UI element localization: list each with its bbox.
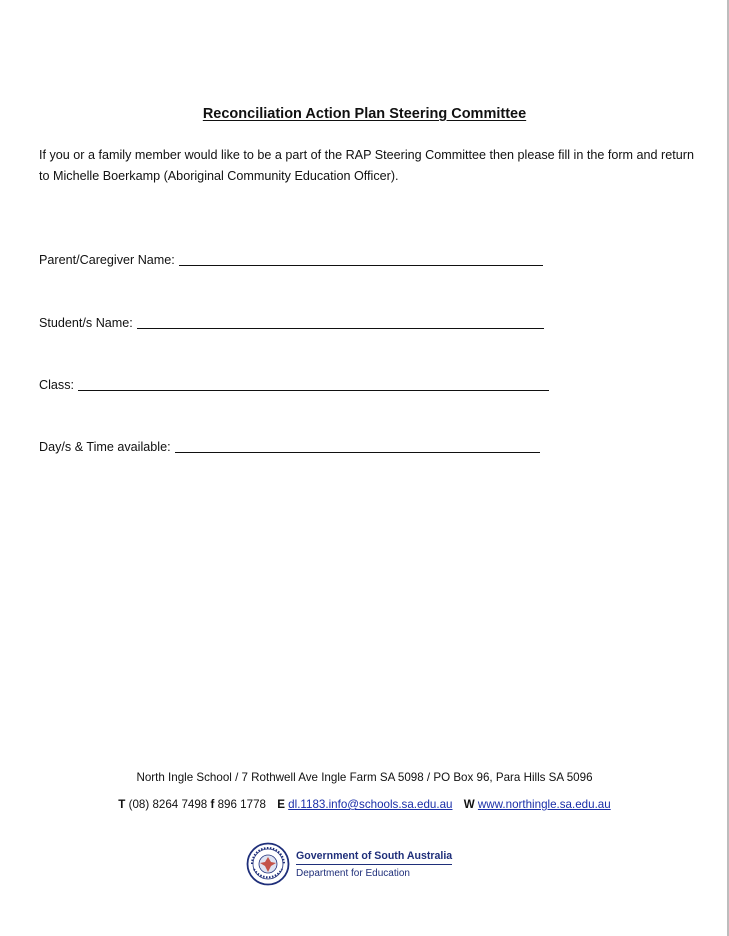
fill-in-line[interactable] <box>78 377 549 391</box>
government-name: Government of South Australia <box>296 850 452 865</box>
fax-prefix: f <box>210 798 215 811</box>
government-logo <box>246 842 452 886</box>
field-label: Parent/Caregiver Name: <box>39 253 175 267</box>
days-time-available-field[interactable] <box>39 437 540 454</box>
south-australia-crest-icon <box>246 842 290 886</box>
field-label: Class: <box>39 378 74 392</box>
fill-in-line[interactable] <box>137 315 544 329</box>
field-label: Student/s Name: <box>39 316 133 330</box>
email-link[interactable]: dl.1183.info@schools.sa.edu.au <box>288 798 453 811</box>
phone-prefix: T <box>118 798 126 811</box>
department-name: Department for Education <box>296 867 410 879</box>
government-logo-text <box>296 850 452 879</box>
class-field[interactable] <box>39 375 549 392</box>
footer-contacts <box>0 798 729 811</box>
page-title: Reconciliation Action Plan Steering Committee <box>202 106 527 122</box>
intro-paragraph: If you or a family member would like to be a part of the RAP Steering Committee then please fill in the form and return to Michelle Boerkamp (Aboriginal Community Education Officer). <box>39 148 694 183</box>
email-prefix: E <box>277 798 285 811</box>
parent-caregiver-name-field[interactable] <box>39 250 543 267</box>
fill-in-line[interactable] <box>175 439 540 453</box>
student-name-field[interactable] <box>39 313 544 330</box>
fax-number: 896 1778 <box>217 798 266 811</box>
fill-in-line[interactable] <box>179 252 543 266</box>
phone-number: (08) 8264 7498 <box>128 798 208 811</box>
web-prefix: W <box>463 798 475 811</box>
website-link[interactable]: www.northingle.sa.edu.au <box>477 798 611 811</box>
field-label: Day/s & Time available: <box>39 440 171 454</box>
footer-address: North Ingle School / 7 Rothwell Ave Ingle Farm SA 5098 / PO Box 96, Para Hills SA 5096 <box>136 771 593 784</box>
